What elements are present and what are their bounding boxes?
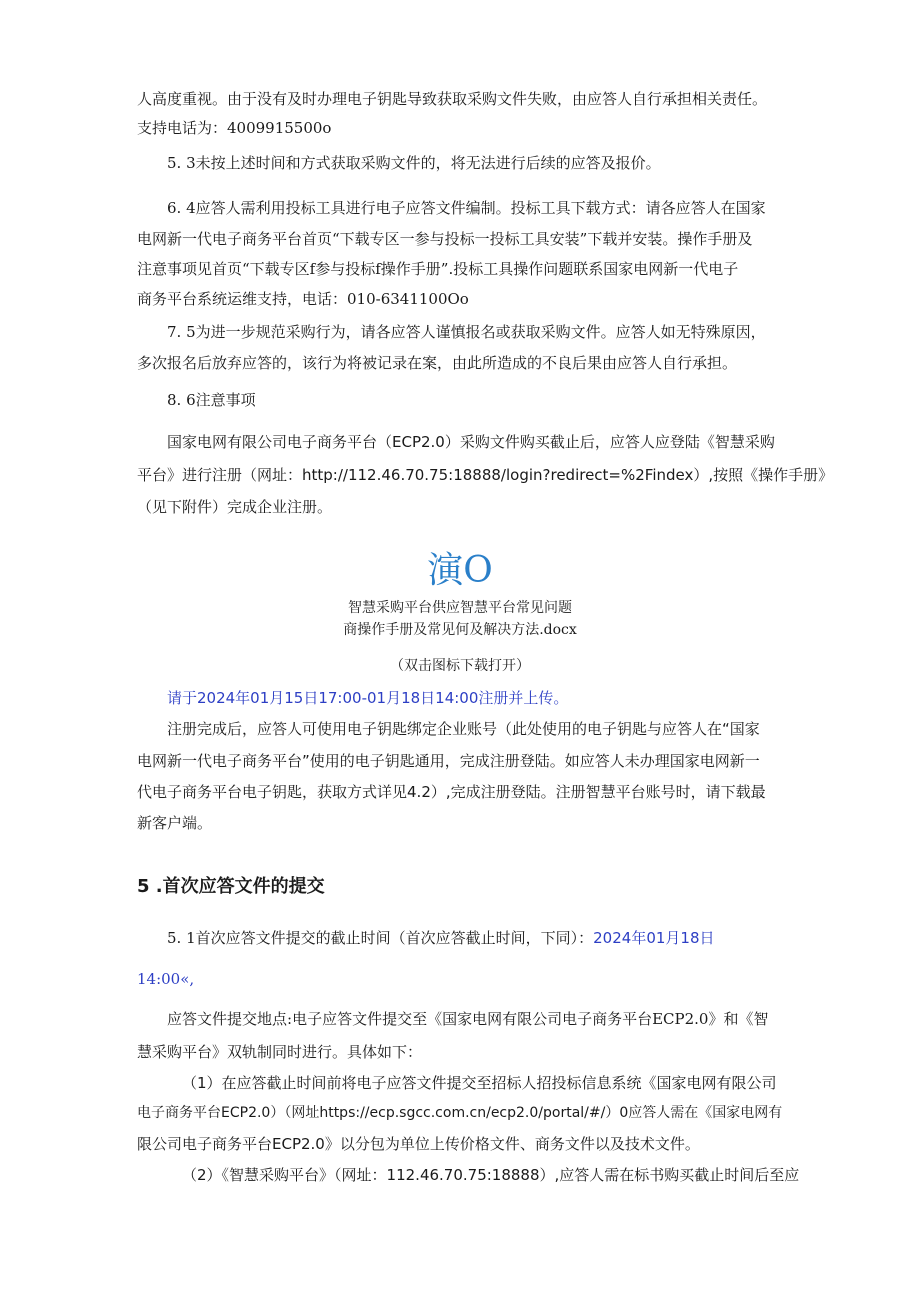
attachment-docx-icon[interactable]: 演O — [427, 550, 493, 591]
para-6-4-line-1: 6. 4应答人需利用投标工具进行电子应答文件编制。投标工具下载方式：请各应答人在国家 — [167, 199, 766, 217]
para-8-6: 8. 6注意事项 — [167, 391, 256, 409]
location-text: :电子应答文件提交至《国家电网有限公司电子商务平台ECP2.0》和《智 — [287, 1010, 769, 1028]
item-2-line-1: （2）《智慧采购平台》（网址：112.46.70.75:18888）,应答人需在标书购买截止时间后至应 — [182, 1166, 800, 1184]
item-1-line-3: 限公司电子商务平台ECP2.0》以分包为单位上传价格文件、商务文件以及技术文件。 — [137, 1135, 700, 1153]
para-5-3: 5. 3未按上述时间和方式获取采购文件的，将无法进行后续的应答及报价。 — [167, 154, 661, 172]
para-7-5-line-1: 7. 5为进一步规范采购行为，请各应答人谨慎报名或获取采购文件。应答人如无特殊原因， — [167, 323, 766, 341]
location-line-2: 慧采购平台》双轨制同时进行。具体如下： — [137, 1043, 423, 1061]
para-6-4-line-2: 电网新一代电子商务平台首页“下载专区一参与投标一投标工具安装”下载并安装。操作手册及 — [137, 230, 753, 248]
para-5-1-deadline: 2024年01月18日 — [593, 929, 715, 947]
notice-line-2: 平台》进行注册（网址：http://112.46.70.75:18888/login?redirect=%2Findex）,按照《操作手册》 — [137, 466, 834, 484]
para-top-line-1: 人高度重视。由于没有及时办理电子钥匙导致获取采购文件失败，由应答人自行承担相关责任。 — [137, 90, 768, 108]
attachment-name-line-1[interactable]: 智慧采购平台供应智慧平台常见问题 — [348, 600, 572, 616]
para-5-1-line-2: 14:00«, — [137, 970, 195, 988]
para-top-line-2: 支持电话为：4009915500o — [137, 119, 332, 137]
registration-deadline: 请于2024年01月15日17:00-01月18日14:00注册并上传。 — [167, 689, 569, 707]
after-reg-line-4: 新客户端。 — [137, 814, 213, 832]
location-line-1 — [167, 1009, 827, 1029]
after-reg-line-3: 代电子商务平台电子钥匙，获取方式详见4.2）,完成注册登陆。注册智慧平台账号时，请下载最 — [137, 783, 766, 801]
attachment-name-line-2[interactable]: 商操作手册及常见何及解决方法.docx — [343, 622, 577, 638]
location-label: 应答文件提交地点 — [167, 1010, 288, 1028]
after-reg-line-1: 注册完成后，应答人可使用电子钥匙绑定企业账号（此处使用的电子钥匙与应答人在“国家 — [167, 720, 760, 738]
item-1-line-1: （1）在应答截止时间前将电子应答文件提交至招标人招投标信息系统《国家电网有限公司 — [182, 1074, 777, 1092]
para-6-4-line-3: 注意事项见首页“下载专区f参与投标f操作手册”.投标工具操作问题联系国家电网新一代电子 — [137, 260, 739, 278]
notice-line-1: 国家电网有限公司电子商务平台（ECP2.0）采购文件购买截止后，应答人应登陆《智慧采购 — [167, 433, 775, 451]
attachment-hint: （双击图标下载打开） — [390, 658, 530, 674]
para-6-4-line-4: 商务平台系统运维支持，电话：010-6341100Oo — [137, 290, 469, 308]
item-1-line-2: 电子商务平台ECP2.0）（网址https://ecp.sgcc.com.cn/ecp2.0/portal/#/）0应答人需在《国家电网有 — [137, 1105, 783, 1121]
notice-line-3: （见下附件）完成企业注册。 — [137, 498, 333, 516]
para-7-5-line-2: 多次报名后放弃应答的，该行为将被记录在案，由此所造成的不良后果由应答人自行承担。 — [137, 354, 738, 372]
after-reg-line-2: 电网新一代电子商务平台”使用的电子钥匙通用，完成注册登陆。如应答人未办理国家电网新一 — [137, 752, 760, 770]
section-5-heading: 5 .首次应答文件的提交 — [137, 876, 325, 897]
para-5-1-text: 5. 1首次应答文件提交的截止时间（首次应答截止时间，下同）： — [167, 929, 594, 947]
para-5-1-line-1 — [167, 928, 827, 948]
